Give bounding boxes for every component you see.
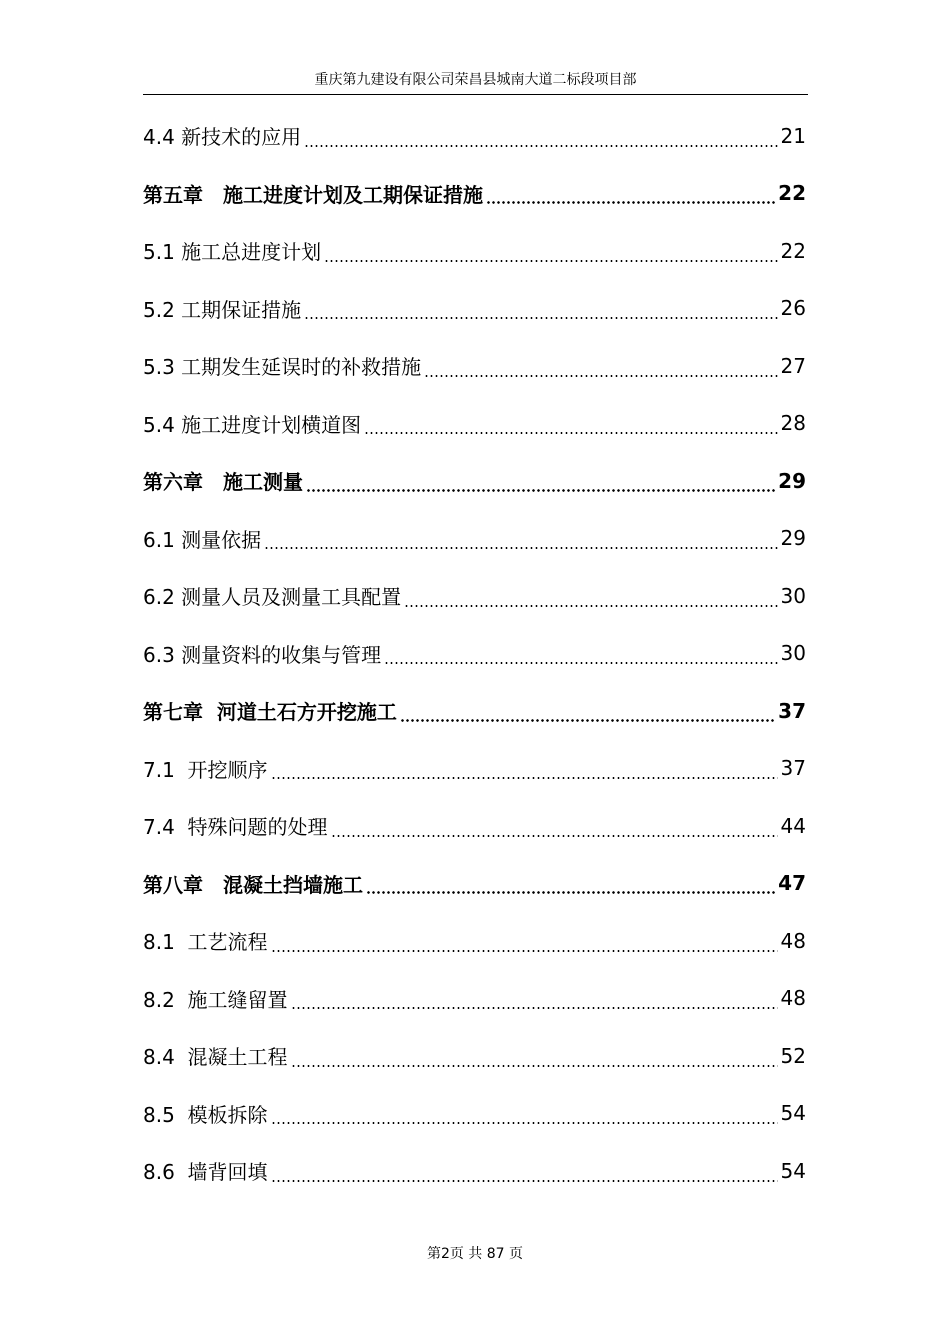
toc-entry-title: 8.1 工艺流程: [143, 930, 268, 955]
toc-entry-page: 30: [780, 641, 806, 666]
toc-entry-page: 22: [780, 238, 806, 263]
toc-entry-title: 第八章 混凝土挡墙施工: [143, 872, 363, 897]
toc-entry-title: 第六章 施工测量: [143, 470, 303, 495]
toc-entry-title: 5.4 施工进度计划横道图: [143, 412, 362, 437]
toc-entry-title: 7.4 特殊问题的处理: [143, 815, 328, 840]
toc-entry[interactable]: [143, 510, 806, 568]
toc-leader-dots: [264, 547, 777, 549]
toc-leader-dots: [384, 662, 777, 664]
page-footer: [0, 1243, 950, 1263]
toc-leader-dots: [271, 1180, 778, 1182]
toc-entry[interactable]: [143, 107, 806, 165]
toc-leader-dots: [404, 605, 777, 607]
toc-entry-page: 22: [778, 181, 806, 206]
toc-entry[interactable]: [143, 395, 806, 453]
toc-leader-dots: [331, 835, 778, 837]
toc-entry-title: 8.5 模板拆除: [143, 1102, 268, 1127]
toc-leader-dots: [291, 1065, 778, 1067]
table-of-contents: [143, 107, 806, 1200]
toc-leader-dots: [271, 777, 778, 779]
toc-leader-dots: [424, 375, 777, 377]
toc-entry-title: 8.2 施工缝留置: [143, 987, 288, 1012]
toc-entry-title: 5.2 工期保证措施: [143, 297, 302, 322]
toc-entry[interactable]: [143, 740, 806, 798]
toc-leader-dots: [271, 950, 778, 952]
toc-entry-title: 8.4 混凝土工程: [143, 1045, 288, 1070]
toc-entry[interactable]: [143, 452, 806, 510]
header-text: 重庆第九建设有限公司荣昌县城南大道二标段项目部: [314, 72, 637, 88]
toc-entry-page: 54: [780, 1158, 806, 1183]
toc-entry-page: 48: [780, 986, 806, 1011]
toc-entry-title: 8.6 墙背回填: [143, 1160, 268, 1185]
toc-entry-page: 29: [778, 468, 806, 493]
toc-entry-page: 47: [778, 871, 806, 896]
toc-leader-dots: [324, 260, 777, 262]
toc-entry[interactable]: [143, 1027, 806, 1085]
toc-entry[interactable]: [143, 222, 806, 280]
toc-entry-title: 第七章 河道土石方开挖施工: [143, 700, 397, 725]
toc-entry[interactable]: [143, 1142, 806, 1200]
toc-entry-title: 6.2 测量人员及测量工具配置: [143, 585, 402, 610]
toc-entry-page: 48: [780, 928, 806, 953]
toc-entry-title: 7.1 开挖顺序: [143, 757, 268, 782]
page-header: [143, 70, 808, 95]
toc-entry-title: 6.1 测量依据: [143, 527, 262, 552]
toc-leader-dots: [304, 145, 777, 147]
toc-entry[interactable]: [143, 912, 806, 970]
toc-entry-title: 5.3 工期发生延误时的补救措施: [143, 355, 422, 380]
toc-entry-page: 29: [780, 526, 806, 551]
toc-entry-page: 28: [780, 411, 806, 436]
toc-entry[interactable]: [143, 970, 806, 1028]
toc-entry[interactable]: [143, 337, 806, 395]
toc-entry-page: 26: [780, 296, 806, 321]
toc-entry-title: 5.1 施工总进度计划: [143, 240, 322, 265]
toc-entry[interactable]: [143, 1085, 806, 1143]
toc-leader-dots: [306, 489, 775, 492]
toc-entry[interactable]: [143, 625, 806, 683]
toc-entry-page: 27: [780, 353, 806, 378]
toc-leader-dots: [304, 317, 777, 319]
toc-entry-page: 37: [780, 756, 806, 781]
toc-leader-dots: [486, 201, 775, 204]
toc-entry[interactable]: [143, 797, 806, 855]
toc-leader-dots: [364, 432, 777, 434]
toc-leader-dots: [271, 1122, 778, 1124]
toc-entry-page: 37: [778, 698, 806, 723]
toc-entry-page: 54: [780, 1101, 806, 1126]
page-number-text: 第2页 共 87 页: [426, 1246, 524, 1262]
toc-leader-dots: [366, 891, 775, 894]
toc-entry[interactable]: [143, 280, 806, 338]
toc-entry-page: 30: [780, 583, 806, 608]
toc-entry[interactable]: [143, 682, 806, 740]
toc-entry-page: 52: [780, 1043, 806, 1068]
toc-entry-page: 44: [780, 813, 806, 838]
toc-entry-title: 第五章 施工进度计划及工期保证措施: [143, 182, 483, 207]
toc-entry[interactable]: [143, 165, 806, 223]
toc-entry-page: 21: [780, 123, 806, 148]
toc-leader-dots: [291, 1007, 778, 1009]
toc-entry-title: 4.4 新技术的应用: [143, 125, 302, 150]
toc-entry[interactable]: [143, 567, 806, 625]
toc-entry-title: 6.3 测量资料的收集与管理: [143, 642, 382, 667]
toc-entry[interactable]: [143, 855, 806, 913]
toc-leader-dots: [400, 719, 775, 722]
